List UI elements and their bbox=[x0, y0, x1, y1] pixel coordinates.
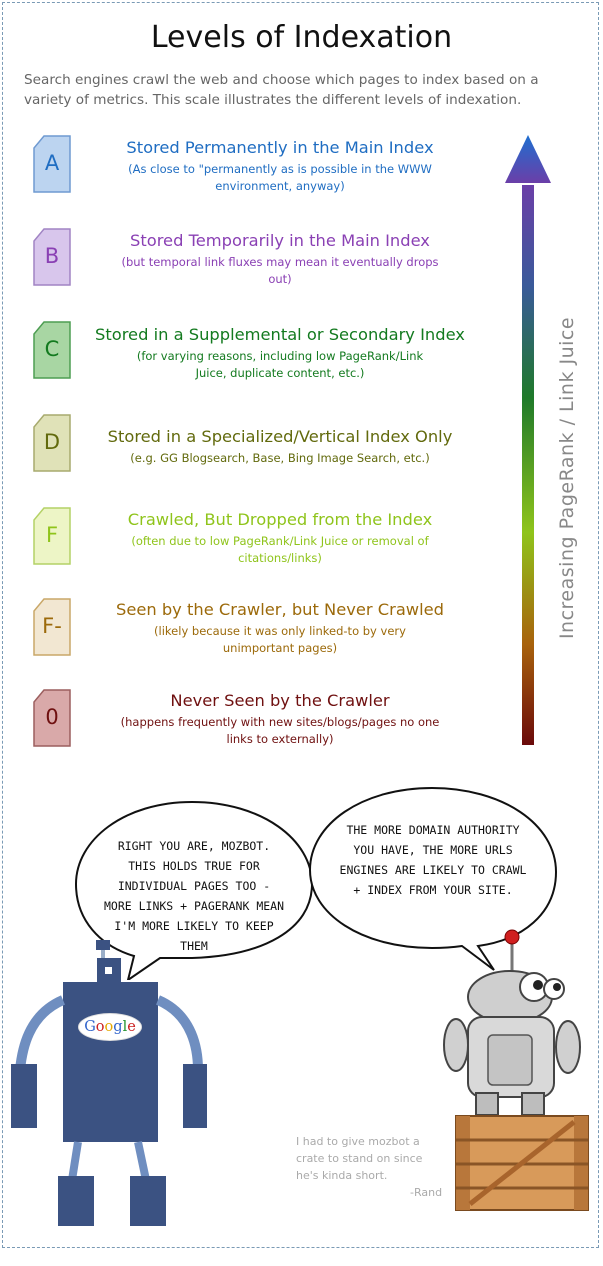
google-robot bbox=[8, 940, 218, 1230]
level-row-zero bbox=[80, 690, 480, 748]
grade-badge-a bbox=[33, 135, 71, 193]
grade-badge-f bbox=[33, 507, 71, 565]
grade-badge-b bbox=[33, 228, 71, 286]
level-title: Crawled, But Dropped from the Index bbox=[127, 510, 433, 529]
page-title: Levels of Indexation bbox=[150, 20, 453, 55]
level-subtitle: (e.g. GG Blogsearch, Base, Bing Image Search, etc.) bbox=[130, 451, 430, 465]
mozbot-left-arm bbox=[444, 1019, 468, 1071]
bubble-right-text: THE MORE DOMAIN AUTHORITY YOU HAVE, THE MORE URLS ENGINES ARE LIKELY TO CRAWL + INDEX FROM YOUR SITE. bbox=[339, 823, 527, 897]
grade-letter: B bbox=[44, 244, 60, 268]
robot-right-arm bbox=[158, 1000, 198, 1070]
mozbot-antenna-ball bbox=[505, 930, 519, 944]
grade-letter: A bbox=[44, 151, 60, 175]
robot-body bbox=[63, 982, 158, 1142]
grade-letter: F- bbox=[42, 614, 62, 638]
author-note: I had to give mozbot a crate to stand on since he's kinda short. bbox=[296, 1135, 423, 1182]
level-row-c bbox=[80, 324, 480, 382]
robot-left-arm bbox=[20, 1000, 63, 1070]
level-subtitle: (likely because it was only linked-to by very unimportant pages) bbox=[154, 624, 406, 655]
level-title: Stored Permanently in the Main Index bbox=[126, 138, 434, 157]
arrow-head bbox=[505, 135, 551, 183]
bubble-left-text: RIGHT YOU ARE, MOZBOT. THIS HOLDS TRUE FOR INDIVIDUAL PAGES TOO - MORE LINKS + PAGERANK MEAN I'M MORE LIKELY TO KEEP THEM bbox=[104, 839, 285, 953]
robot-antenna-tip bbox=[96, 940, 110, 950]
level-row-a bbox=[80, 137, 480, 195]
level-subtitle: (but temporal link fluxes may mean it eventually drops out) bbox=[121, 255, 439, 286]
wooden-crate bbox=[452, 1110, 592, 1214]
grade-badge-c bbox=[33, 321, 71, 379]
level-subtitle: (for varying reasons, including low PageRank/Link Juice, duplicate content, etc.) bbox=[136, 349, 424, 380]
robot-left-leg bbox=[72, 1142, 78, 1180]
level-row-b bbox=[80, 230, 480, 288]
author-signature: -Rand bbox=[410, 1186, 443, 1199]
level-subtitle: (happens frequently with new sites/blogs/pages no one links to externally) bbox=[120, 715, 440, 746]
level-title: Seen by the Crawler, but Never Crawled bbox=[115, 600, 444, 619]
google-logo bbox=[78, 1013, 142, 1041]
grade-letter: 0 bbox=[45, 705, 59, 729]
google-logo-letters: Google bbox=[84, 1019, 136, 1035]
level-row-f bbox=[80, 509, 480, 567]
level-title: Stored in a Supplemental or Secondary Index bbox=[95, 325, 465, 344]
level-title: Stored in a Specialized/Vertical Index Only bbox=[107, 427, 453, 446]
level-subtitle: (As close to "permanently as is possible in the WWW environment, anyway) bbox=[128, 162, 432, 193]
robot-eye bbox=[105, 967, 112, 974]
grade-letter: F bbox=[45, 523, 59, 547]
robot-left-hand bbox=[11, 1064, 37, 1128]
axis-label: Increasing PageRank / Link Juice bbox=[556, 316, 578, 640]
grade-letter: C bbox=[44, 337, 60, 361]
robot-right-leg bbox=[138, 1142, 146, 1180]
grade-badge-f-minus bbox=[33, 598, 71, 656]
level-row-d bbox=[80, 426, 480, 467]
robot-right-hand bbox=[183, 1064, 207, 1128]
grade-badge-zero bbox=[33, 689, 71, 747]
grade-letter: D bbox=[43, 430, 61, 454]
pagerank-arrow bbox=[500, 130, 560, 750]
level-subtitle: (often due to low PageRank/Link Juice or removal of citations/links) bbox=[131, 534, 429, 565]
level-title: Stored Temporarily in the Main Index bbox=[130, 231, 430, 250]
robot-right-foot bbox=[130, 1176, 166, 1226]
mozbot-right-arm bbox=[556, 1021, 580, 1073]
level-row-f-minus bbox=[80, 599, 480, 657]
mozbot-chest-panel bbox=[488, 1035, 532, 1085]
mozbot bbox=[440, 925, 600, 1115]
level-title: Never Seen by the Crawler bbox=[170, 691, 390, 710]
grade-badge-d bbox=[33, 414, 71, 472]
arrow-shaft bbox=[522, 185, 534, 745]
robot-left-foot bbox=[58, 1176, 94, 1226]
intro-text: Search engines crawl the web and choose which pages to index based on a variety of metrics. This scale illustrates the different levels of indexation. bbox=[24, 72, 539, 108]
